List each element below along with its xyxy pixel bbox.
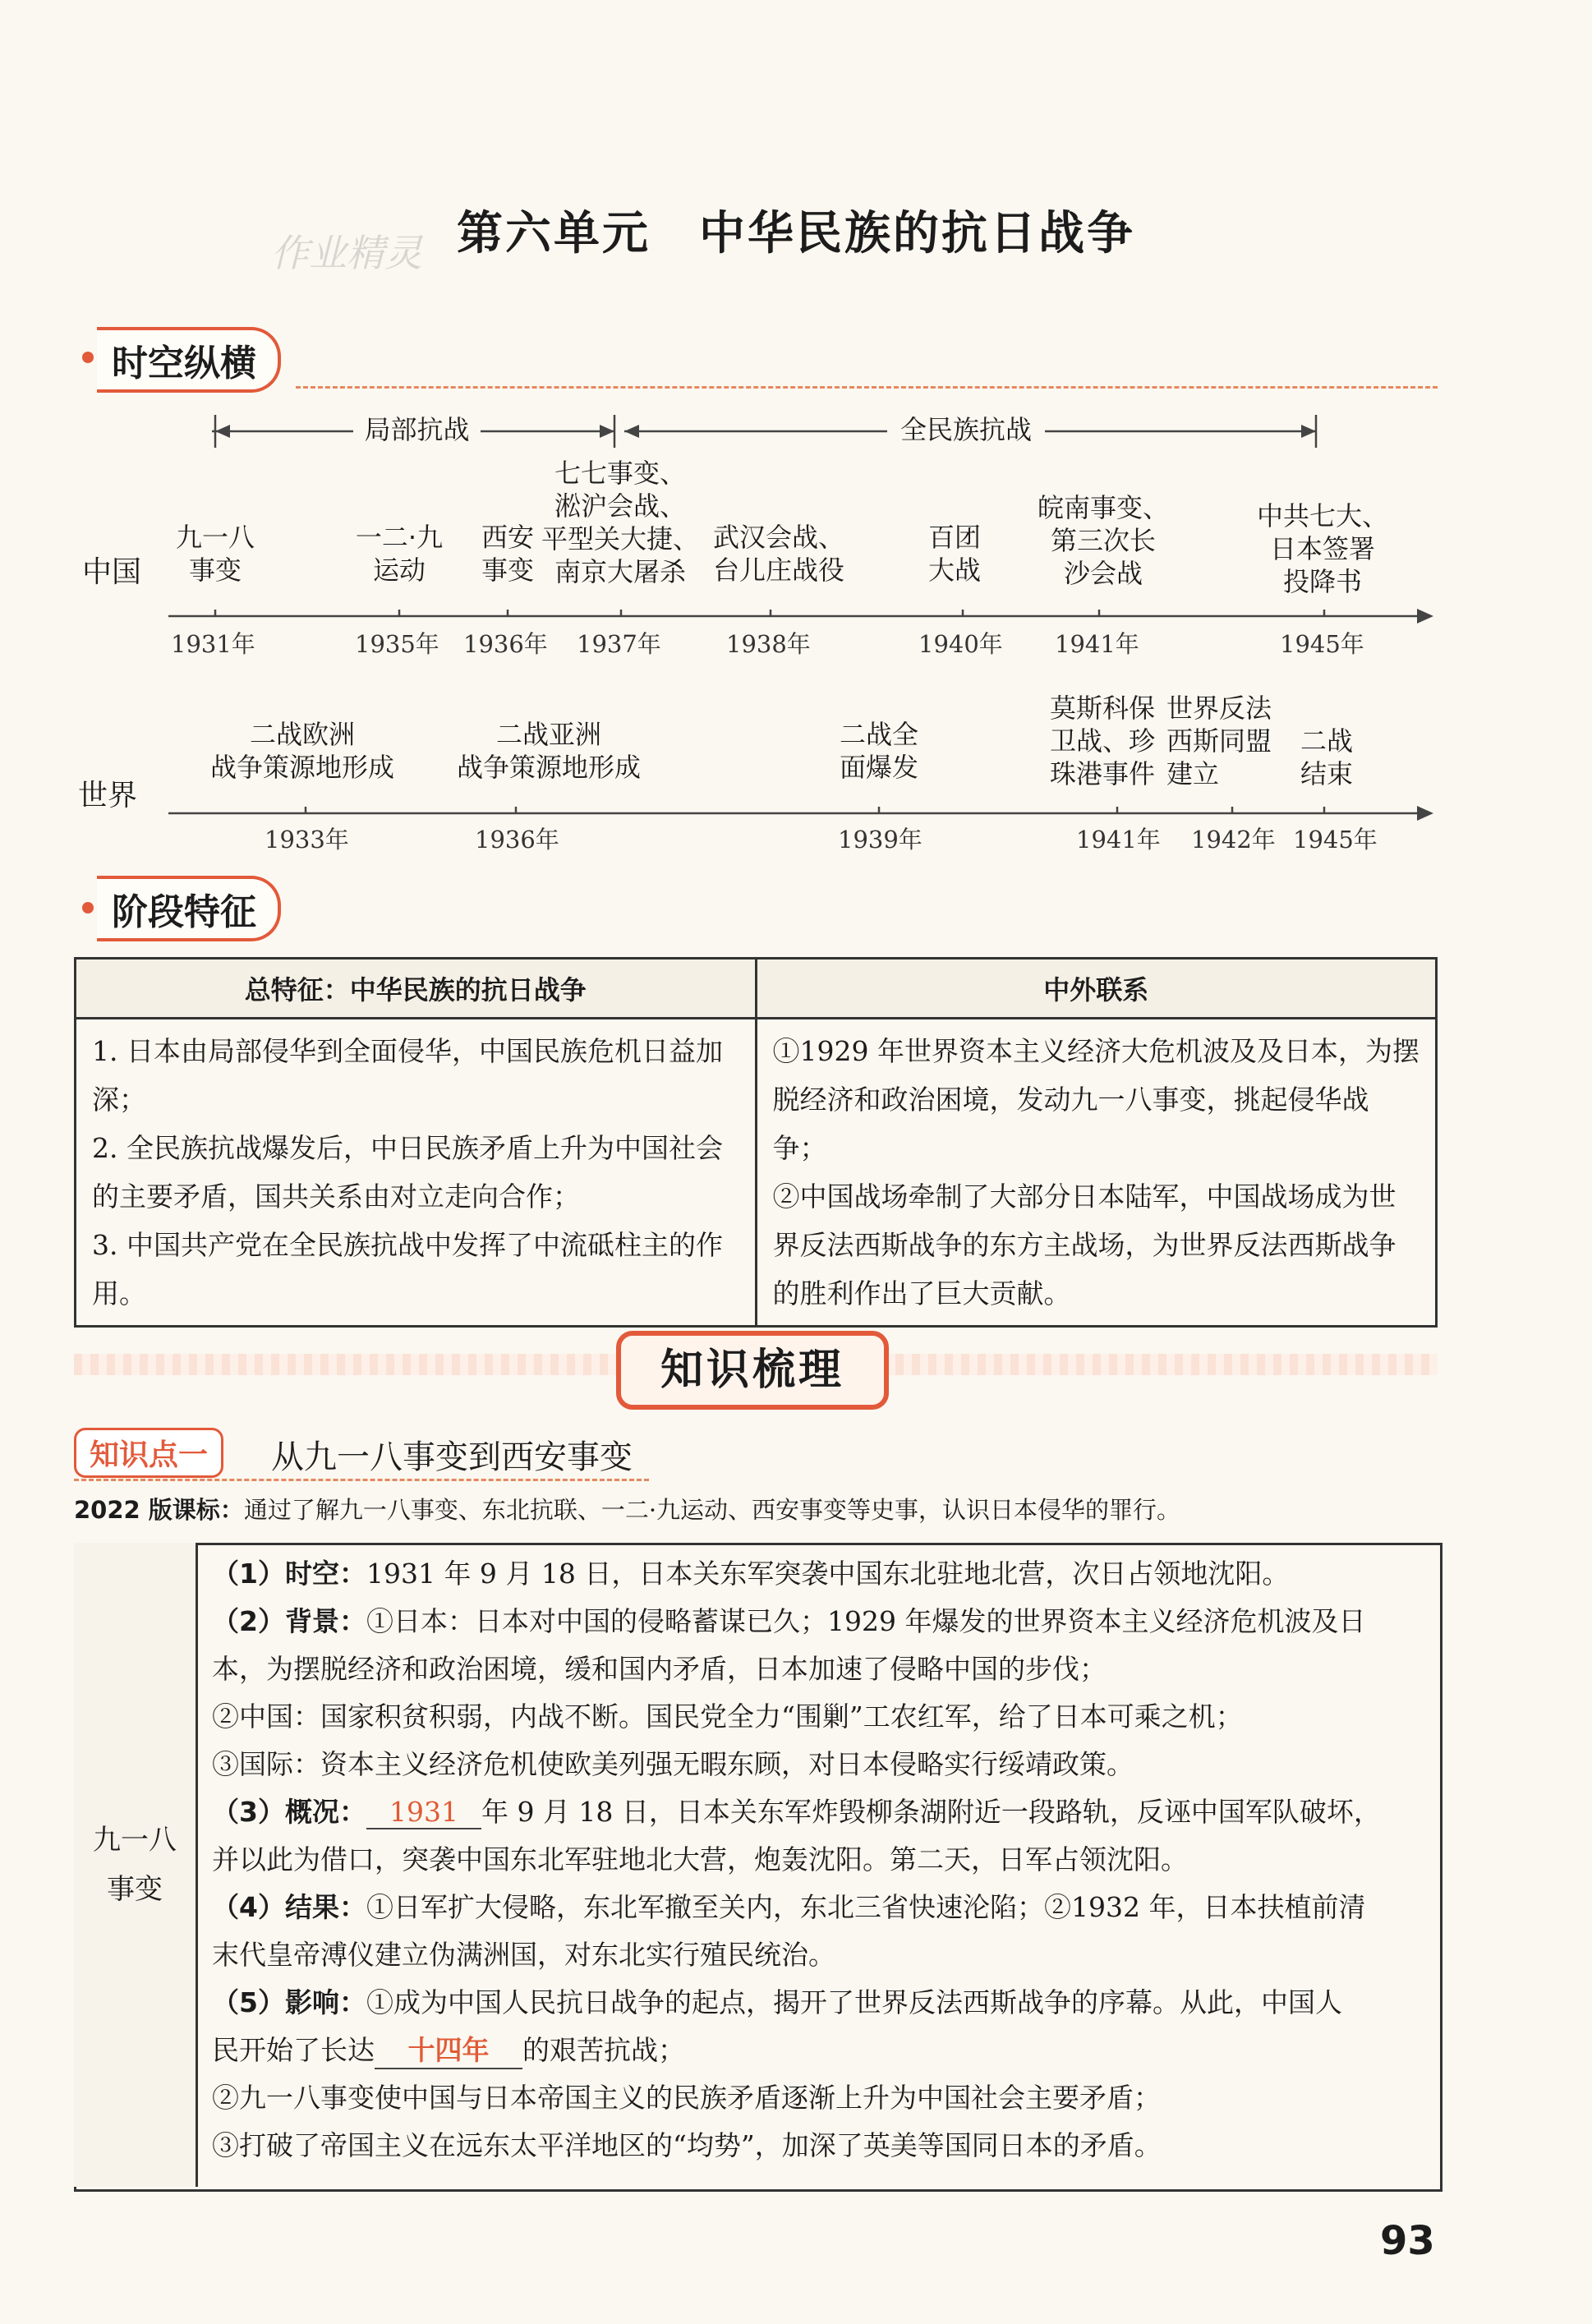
china-event-1945: 中共七大、 日本签署 投降书 (1256, 500, 1388, 597)
knowledge-point-tag: 知识点一 (74, 1428, 223, 1478)
arrow-left (215, 425, 230, 438)
background-line-1: （2）背景：①日本：日本对中国的侵略蓄谋已久；1929 年爆发的世界资本主义经济危机波及日 (212, 1605, 1366, 1637)
year-w1936: 1936年 (475, 826, 559, 854)
year-w1939: 1939年 (838, 826, 923, 854)
world-axis-arrow (1417, 806, 1433, 821)
fill-blank-duration: 十四年 (375, 2029, 522, 2069)
arrow-left-2 (624, 425, 639, 438)
course-line-2: 并以此为借口，突袭中国东北军驻地北大营，炮轰沈阳。第二天，日军占领沈阳。 (212, 1843, 1188, 1875)
world-event-1942: 世界反法 西斯同盟 建立 (1166, 693, 1272, 789)
features-header-right: 中外联系 (756, 959, 1437, 1019)
arrow-right-2 (1301, 425, 1316, 438)
features-right-cell (756, 1019, 1437, 1327)
section-dot-2 (82, 902, 94, 913)
impact-line-3: ②九一八事变使中国与日本帝国主义的民族矛盾逐渐上升为中国社会主要矛盾； (212, 2082, 1161, 2114)
year-1941: 1941年 (1055, 630, 1139, 658)
arrow-right (600, 425, 614, 438)
section-features-tag: 阶段特征 (97, 876, 281, 941)
china-event-1937: 七七事变、 淞沪会战、 平型关大捷、 南京大屠杀 (541, 458, 699, 587)
year-1931: 1931年 (171, 630, 255, 658)
period-local-label: 局部抗战 (364, 414, 470, 445)
features-left-cell (76, 1019, 757, 1327)
year-w1933: 1933年 (265, 826, 349, 854)
feature-item: 2. 全民族抗战爆发后，中日民族矛盾上升为中国社会的主要矛盾，国共关系由对立走向合作； (92, 1132, 723, 1213)
event-label: 九一八 事变 (93, 1824, 177, 1906)
page-number: 93 (1380, 2218, 1435, 2264)
china-event-1940: 百团 大战 (927, 522, 981, 586)
impact-line-2: 民开始了长达 十四年 的艰苦抗战； (212, 2029, 1428, 2069)
link-item: ①1929 年世界资本主义经济大危机波及及日本，为摆脱经济和政治困境，发动九一八事变，挑起侵华战争； (772, 1035, 1419, 1164)
features-header-left: 总特征：中华民族的抗日战争 (76, 959, 757, 1019)
world-event-1945: 二战 结束 (1300, 725, 1353, 789)
time-line: （1）时空：1931 年 9 月 18 日，日本关东军突袭中国东北驻地北营，次日占领地沈阳。 (212, 1558, 1290, 1590)
link-item: ②中国战场牵制了大部分日本陆军，中国战场成为世界反法西斯战争的东方主战场，为世界反法西斯战争的胜利作出了巨大贡献。 (772, 1180, 1396, 1309)
world-event-1939: 二战全 面爆发 (839, 719, 918, 783)
world-event-1936: 二战亚洲 战争策源地形成 (456, 719, 641, 783)
year-1936: 1936年 (463, 630, 548, 658)
result-line-2: 末代皇帝溥仪建立伪满洲国，对东北实行殖民统治。 (212, 1939, 835, 1971)
curriculum-standard: 2022 版课标：通过了解九一八事变、东北抗联、一二·九运动、西安事变等史事，认识日本侵华的罪行。 (74, 1496, 1181, 1524)
year-w1945: 1945年 (1293, 826, 1378, 854)
features-table (74, 957, 1438, 1328)
knowledge-banner: 知识梳理 (616, 1331, 889, 1410)
impact-line-4: ③打破了帝国主义在远东太平洋地区的“均势”，加深了英美等国同日本的矛盾。 (212, 2129, 1162, 2161)
world-row-label: 世界 (78, 779, 138, 812)
year-1937: 1937年 (577, 630, 661, 658)
year-1938: 1938年 (726, 630, 811, 658)
china-event-1938: 武汉会战、 台儿庄战役 (712, 522, 844, 586)
world-event-1933: 二战欧洲 战争策源地形成 (209, 719, 394, 783)
year-w1941: 1941年 (1076, 826, 1161, 854)
china-event-1935: 一二·九 运动 (355, 522, 444, 586)
knowledge-point-underline (74, 1479, 649, 1481)
period-full-label: 全民族抗战 (900, 414, 1032, 445)
year-1940: 1940年 (918, 630, 1003, 658)
section-timeline-tag: 时空纵横 (97, 327, 281, 393)
year-w1942: 1942年 (1191, 826, 1276, 854)
feature-item: 1. 日本由局部侵华到全面侵华，中国民族危机日益加深； (92, 1035, 723, 1116)
course-line-1: （3）概况： 1931 年 9 月 18 日，日本关东军炸毁柳条湖附近一段路轨，反诬中国军队破坏， (212, 1796, 1381, 1828)
background-line-4: ③国际：资本主义经济危机使欧美列强无暇东顾，对日本侵略实行绥靖政策。 (212, 1748, 1134, 1780)
impact-line-1: （5）影响：①成为中国人民抗日战争的起点，揭开了世界反法西斯战争的序幕。从此，中国人 (212, 1986, 1342, 2018)
knowledge-point-title: 从九一八事变到西安事变 (271, 1438, 633, 1476)
china-event-1931: 九一八 事变 (175, 522, 255, 586)
year-1945: 1945年 (1280, 630, 1364, 658)
watermark: 作业精灵 (271, 231, 422, 275)
result-line-1: （4）结果：①日军扩大侵略，东北军撤至关内，东北三省快速沦陷；②1932 年，日本扶植前清 (212, 1891, 1366, 1923)
background-line-2: 本，为摆脱经济和政治困境，缓和国内矛盾，日本加速了侵略中国的步伐； (212, 1653, 1107, 1685)
china-axis-arrow (1417, 609, 1433, 624)
china-event-1941: 皖南事变、 第三次长 沙会战 (1037, 492, 1169, 589)
china-row-label: 中国 (82, 555, 142, 589)
year-1935: 1935年 (355, 630, 439, 658)
page-title: 第六单元 中华民族的抗日战争 (457, 207, 1135, 260)
china-event-1936: 西安 事变 (481, 522, 534, 586)
background-line-3: ②中国：国家积贫积弱，内战不断。国民党全力“围剿”工农红军，给了日本可乘之机； (212, 1700, 1243, 1733)
world-event-1941: 莫斯科保 卫战、珍 珠港事件 (1049, 693, 1155, 789)
fill-blank-year: 1931 (366, 1796, 481, 1829)
feature-item: 3. 中国共产党在全民族抗战中发挥了中流砥柱主的作用。 (92, 1229, 723, 1309)
